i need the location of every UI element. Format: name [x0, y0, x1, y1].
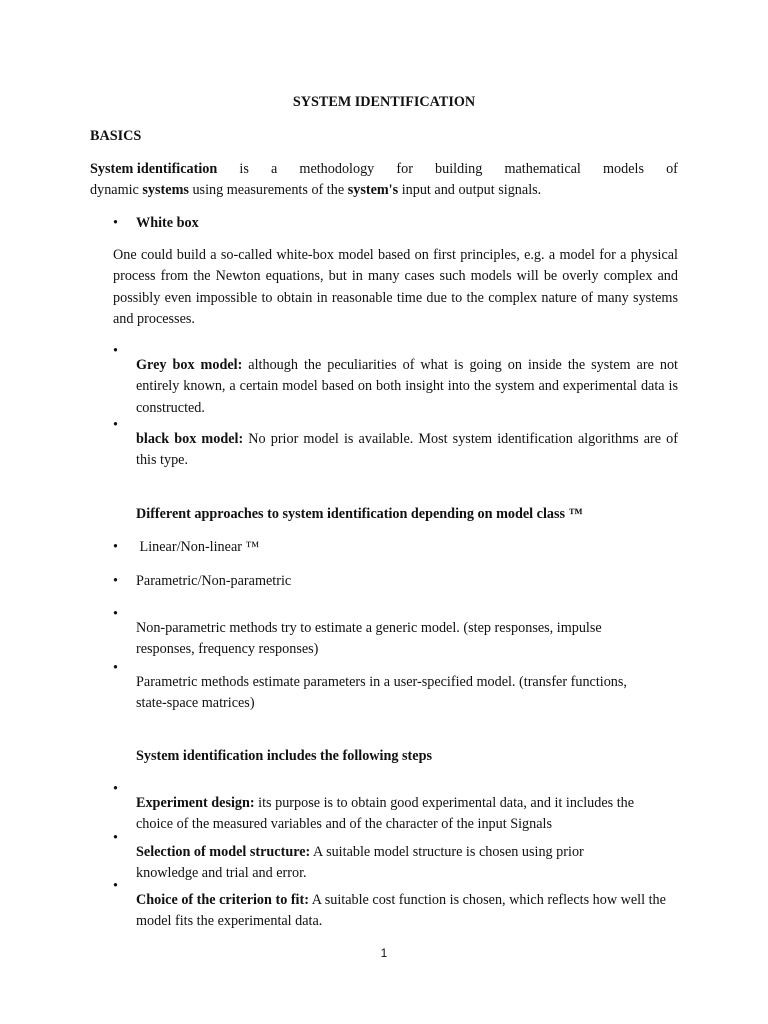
- bullet-approach-4: •: [113, 660, 118, 676]
- approach-item-parametric: Parametric/Non-parametric: [136, 573, 292, 589]
- approaches-heading: Different approaches to system identification depending on model class ™: [136, 506, 583, 522]
- bullet-step-1: •: [113, 781, 118, 797]
- page-number: 1: [380, 946, 388, 960]
- bullet-black-box: •: [113, 417, 118, 433]
- white-box-paragraph: One could build a so-called white-box model based on first principles, e.g. a model for a physical process from the Newton equations, but in many cases such models will be overly complex and possibly even impossible to obtain in reasonable time due to the complex nature of many systems and processes.: [113, 247, 678, 327]
- bullet-approach-2: •: [113, 573, 118, 589]
- basics-heading: BASICS: [90, 128, 142, 144]
- approach-item-nonparametric-methods: Non-parametric methods try to estimate a generic model. (step responses, impulse responses, frequency responses): [136, 620, 602, 658]
- black-box-label: black box model:: [136, 431, 244, 448]
- intro-paragraph: [90, 159, 678, 201]
- bullet-approach-1: •: [113, 539, 118, 555]
- intro-term-system-identification: System identification: [90, 161, 218, 177]
- intro-line-1: System identification is a methodology for building mathematical models of: [90, 161, 678, 177]
- step-item-experiment-design: Experiment design: its purpose is to obtain good experimental data, and it includes the choice of the measured variables and of the character of the input Signals: [136, 795, 635, 833]
- bullet-step-2: •: [113, 830, 118, 846]
- grey-box-item: Grey box model: although the peculiarities of what is going on inside the system are not entirely known, a certain model based on both insight into the system and experimental data is constructed.: [136, 357, 679, 416]
- steps-heading: System identification includes the following steps: [136, 748, 432, 764]
- step-item-model-structure: Selection of model structure: A suitable model structure is chosen using prior knowledge and trial and error.: [136, 844, 584, 882]
- approach-item-linear: Linear/Non-linear ™: [136, 539, 260, 555]
- white-box-label: White box: [136, 215, 199, 231]
- black-box-item: black box model: No prior model is available. Most system identification algorithms are of this type.: [136, 431, 678, 469]
- approach-item-parametric-methods: Parametric methods estimate parameters in a user-specified model. (transfer functions, state-space matrices): [136, 674, 627, 712]
- page-title: SYSTEM IDENTIFICATION: [292, 94, 476, 110]
- bullet-white-box: •: [113, 215, 118, 231]
- grey-box-label: Grey box model:: [136, 357, 243, 374]
- bullet-grey-box: •: [113, 343, 118, 359]
- step-item-criterion-to-fit: Choice of the criterion to fit: A suitable cost function is chosen, which reflects how well the model fits the experimental data.: [136, 892, 666, 930]
- bullet-step-3: •: [113, 878, 118, 894]
- intro-line-2: dynamic systems using measurements of the system's input and output signals.: [90, 182, 542, 198]
- bullet-approach-3: •: [113, 606, 118, 622]
